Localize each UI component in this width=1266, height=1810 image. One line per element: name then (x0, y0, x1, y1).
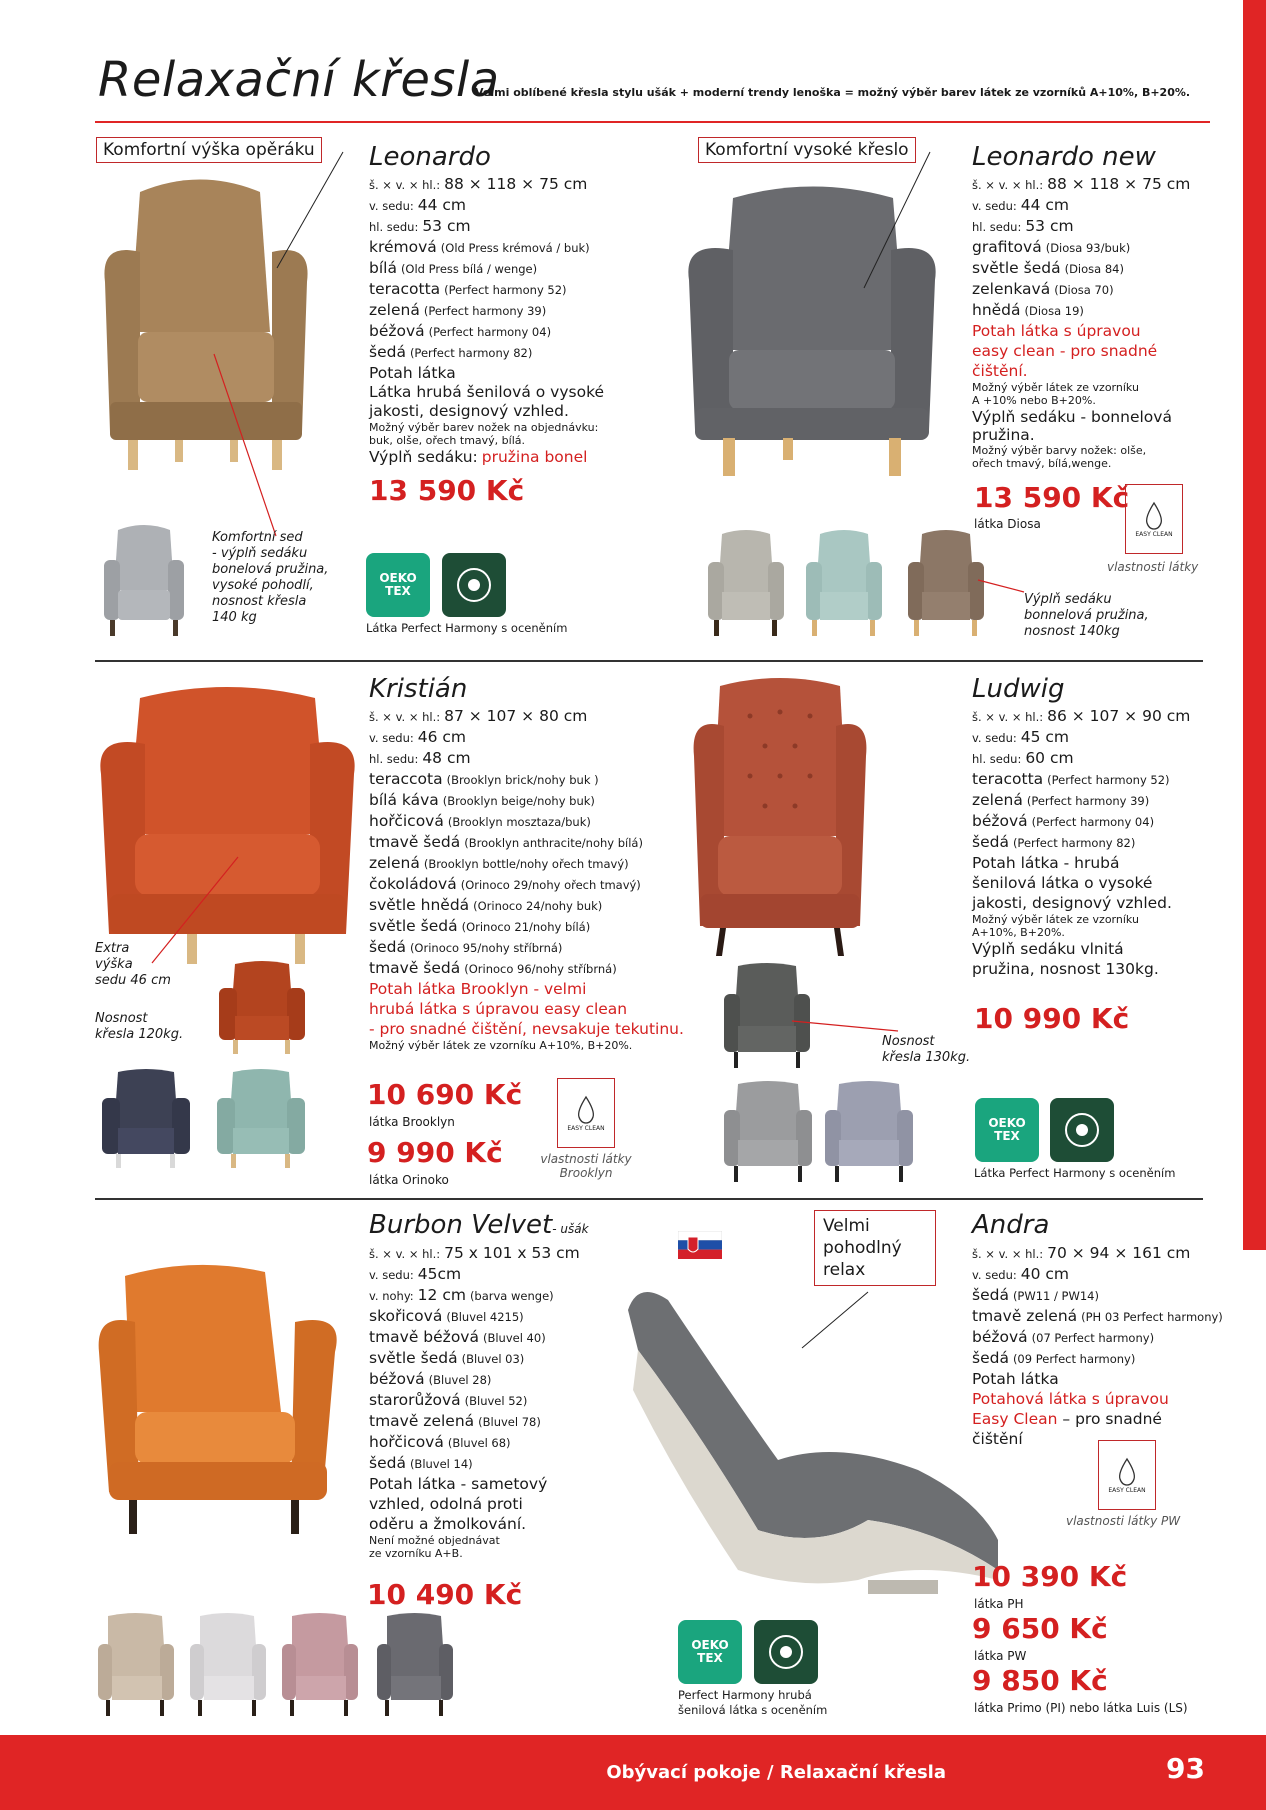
leonardo-new-thumb-1 (706, 526, 786, 638)
kristian-price-brooklyn-label: látka Brooklyn (369, 1115, 455, 1129)
oeko-tex-badge: OEKO TEX (678, 1620, 742, 1684)
side-accent-bar (1243, 0, 1266, 1250)
ludwig-thumb-grey (722, 1078, 814, 1186)
slovakia-flag-icon (678, 1231, 722, 1259)
andra-price-primo-label: látka Primo (PI) nebo látka Luis (LS) (974, 1701, 1188, 1715)
header-divider (95, 121, 1210, 123)
row-divider-1 (95, 660, 1203, 662)
page-subtitle: Velmi oblíbené křesla stylu ušák + moderní trendy lenoška = možný výběr barev látek ze vzorníků A+10%, B+20%. (475, 86, 1191, 99)
leonardo-price: 13 590 Kč (369, 474, 525, 507)
leonardo-thumb (100, 520, 188, 638)
leonardo-new-specs: š. × v. × hl.: 88 × 118 × 75 cm v. sedu: 44 cm hl. sedu: 53 cm grafitová (Diosa 93/buk) světle šedá (Diosa 84) zelenkavá (Diosa 70) hnědá (Diosa 19) Potah látka s úpravou easy clean - pro snadné čištění. Možný výběr látek ze vzorníku A +10% nebo B+20%. Výplň sedáku - bonnelová pružina. Možný výběr barvy nožek: olše, ořech tmavý, bílá,wenge. (972, 175, 1191, 470)
ludwig-award-text: Látka Perfect Harmony s oceněním (974, 1166, 1176, 1180)
leonardo-name: Leonardo (369, 142, 491, 172)
kristian-thumb-mint (215, 1066, 307, 1172)
kristian-fabric-props: vlastnosti látky Brooklyn (540, 1152, 632, 1180)
ludwig-thumb-lilac (823, 1078, 915, 1186)
leonardo-new-fill-note: Výplň sedáku bonnelová pružina, nosnost 140kg (1024, 592, 1149, 639)
andra-price-pw-label: látka PW (974, 1649, 1027, 1663)
easy-clean-icon: EASY CLEAN (1125, 484, 1183, 554)
burbon-specs: š. × v. × hl.: 75 x 101 x 53 cm v. sedu: 45cm v. nohy: 12 cm (barva wenge) skořicová (Bluvel 4215) tmavě béžová (Bluvel 40) světle šedá (Bluvel 03) béžová (Bluvel 28) starorůžová (Bluvel 52) tmavě zelená (Bluvel 78) hořčicová (Bluvel 68) šedá (Bluvel 14) Potah látka - sametový vzhled, odolná proti oděru a žmolkování. Není možné objednávat ze vzorníku A+B. (369, 1244, 580, 1560)
kristian-load-note: Nosnost křesla 120kg. (95, 1011, 184, 1042)
andra-price-primo: 9 850 Kč (972, 1664, 1108, 1697)
leonardo-new-fabric-props: vlastnosti látky (1107, 560, 1199, 574)
andra-price-ph: 10 390 Kč (972, 1560, 1128, 1593)
page-title: Relaxační křesla (98, 52, 500, 108)
row-divider-2 (95, 1198, 1203, 1200)
leonardo-seat-note: Komfortní sed - výplň sedáku bonelová pružina, vysoké pohodlí, nosnost křesla 140 kg (212, 530, 329, 625)
burbon-thumb-4 (375, 1610, 455, 1720)
leonardo-award-text: Látka Perfect Harmony s oceněním (366, 621, 568, 635)
leonardo-new-thumb-3 (906, 526, 986, 638)
kristian-price-orinoco: 9 990 Kč (367, 1136, 503, 1169)
ludwig-specs: š. × v. × hl.: 86 × 107 × 90 cm v. sedu: 45 cm hl. sedu: 60 cm teracotta (Perfect harmony 52) zelená (Perfect harmony 39) béžová (Perfect harmony 04) šedá (Perfect harmony 82) Potah látka - hrubá šenilová látka o vysoké jakosti, designový vzhled. Možný výběr látek ze vzorníku A+10%, B+20%. Výplň sedáku vlnitá pružina, nosnost 130kg. (972, 707, 1191, 978)
leonardo-label: Komfortní výška opěráku (96, 137, 322, 163)
burbon-thumb-2 (188, 1610, 268, 1720)
ludwig-thumb-dark (722, 960, 812, 1072)
leonardo-new-name: Leonardo new (972, 142, 1156, 172)
leonardo-specs: š. × v. × hl.: 88 × 118 × 75 cm v. sedu: 44 cm hl. sedu: 53 cm krémová (Old Press krémová / buk) bílá (Old Press bílá / wenge) teracotta (Perfect harmony 52) zelená (Perfect harmony 39) béžová (Perfect harmony 04) šedá (Perfect harmony 82) Potah látka Látka hrubá šenilová o vysoké jakosti, designový vzhled. Možný výběr barev nožek na objednávku: buk, olše, ořech tmavý, bílá. Výplň sedáku: pružina bonel (369, 175, 605, 466)
leonardo-new-label: Komfortní vysoké křeslo (698, 137, 916, 163)
kristian-extra-note: Extra výška sedu 46 cm (95, 941, 171, 988)
kristian-thumb-navy (100, 1066, 192, 1172)
lounger-image (618, 1280, 1008, 1600)
award-badge-icon (1050, 1098, 1114, 1162)
kristian-price-brooklyn: 10 690 Kč (367, 1078, 523, 1111)
easy-clean-icon: EASY CLEAN (1098, 1440, 1156, 1510)
easy-clean-icon: EASY CLEAN (557, 1078, 615, 1148)
kristian-thumb-rust (217, 958, 307, 1058)
oeko-tex-badge: OEKO TEX (366, 553, 430, 617)
ludwig-load-note: Nosnost křesla 130kg. (882, 1034, 971, 1065)
kristian-name: Kristián (369, 674, 468, 704)
andra-specs: š. × v. × hl.: 70 × 94 × 161 cm v. sedu: 40 cm šedá (PW11 / PW14) tmavě zelená (PH 03 Perfect harmony) béžová (07 Perfect harmony) šedá (09 Perfect harmony) Potah látka Potahová látka s úpravou Easy Clean – pro snadné čištění (972, 1244, 1223, 1448)
page-number: 93 (1166, 1752, 1205, 1785)
oeko-tex-badge: OEKO TEX (975, 1098, 1039, 1162)
award-badge-icon (754, 1620, 818, 1684)
footer-section: Obývací pokoje / Relaxační křesla (606, 1762, 946, 1783)
ludwig-price: 10 990 Kč (974, 1002, 1130, 1035)
burbon-price: 10 490 Kč (367, 1578, 523, 1611)
andra-fabric-props: vlastnosti látky PW (1066, 1514, 1181, 1528)
award-badge-icon (442, 553, 506, 617)
andra-name: Andra (972, 1210, 1050, 1240)
andra-price-ph-label: látka PH (974, 1597, 1024, 1611)
andra-price-pw: 9 650 Kč (972, 1612, 1108, 1645)
kristian-specs: š. × v. × hl.: 87 × 107 × 80 cm v. sedu: 46 cm hl. sedu: 48 cm teraccota (Brooklyn brick/nohy buk ) bílá káva (Brooklyn beige/nohy buk) hořčicová (Brooklyn mosztaza/buk) tmavě šedá (Brooklyn anthracite/nohy bílá) zelená (Brooklyn bottle/nohy ořech tmavý) čokoládová (Orinoco 29/nohy ořech tmavý) světle hnědá (Orinoco 24/nohy buk) světle šedá (Orinoco 21/nohy bílá) šedá (Orinoco 95/nohy stříbrná) tmavě šedá (Orinoco 96/nohy stříbrná) Potah látka Brooklyn - velmi hrubá látka s úpravou easy clean - pro snadné čištění, nevsakuje tekutinu. Možný výběr látek ze vzorníku A+10%, B+20%. (369, 707, 684, 1052)
burbon-thumb-1 (96, 1610, 176, 1720)
burbon-title: Burbon Velvet- ušák (369, 1210, 589, 1240)
leonardo-new-price: 13 590 Kč (974, 481, 1130, 514)
lounger-label: Velmi pohodlný relax (814, 1210, 936, 1286)
lounger-award-text: Perfect Harmony hrubá šenilová látka s oceněním (678, 1688, 828, 1717)
leonardo-new-price-label: látka Diosa (974, 517, 1041, 531)
burbon-image (95, 1262, 345, 1542)
kristian-price-orinoco-label: látka Orinoko (369, 1173, 449, 1187)
burbon-thumb-3 (280, 1610, 360, 1720)
leonardo-new-thumb-2 (804, 526, 884, 638)
ludwig-name: Ludwig (972, 674, 1065, 704)
ludwig-image (690, 676, 870, 966)
